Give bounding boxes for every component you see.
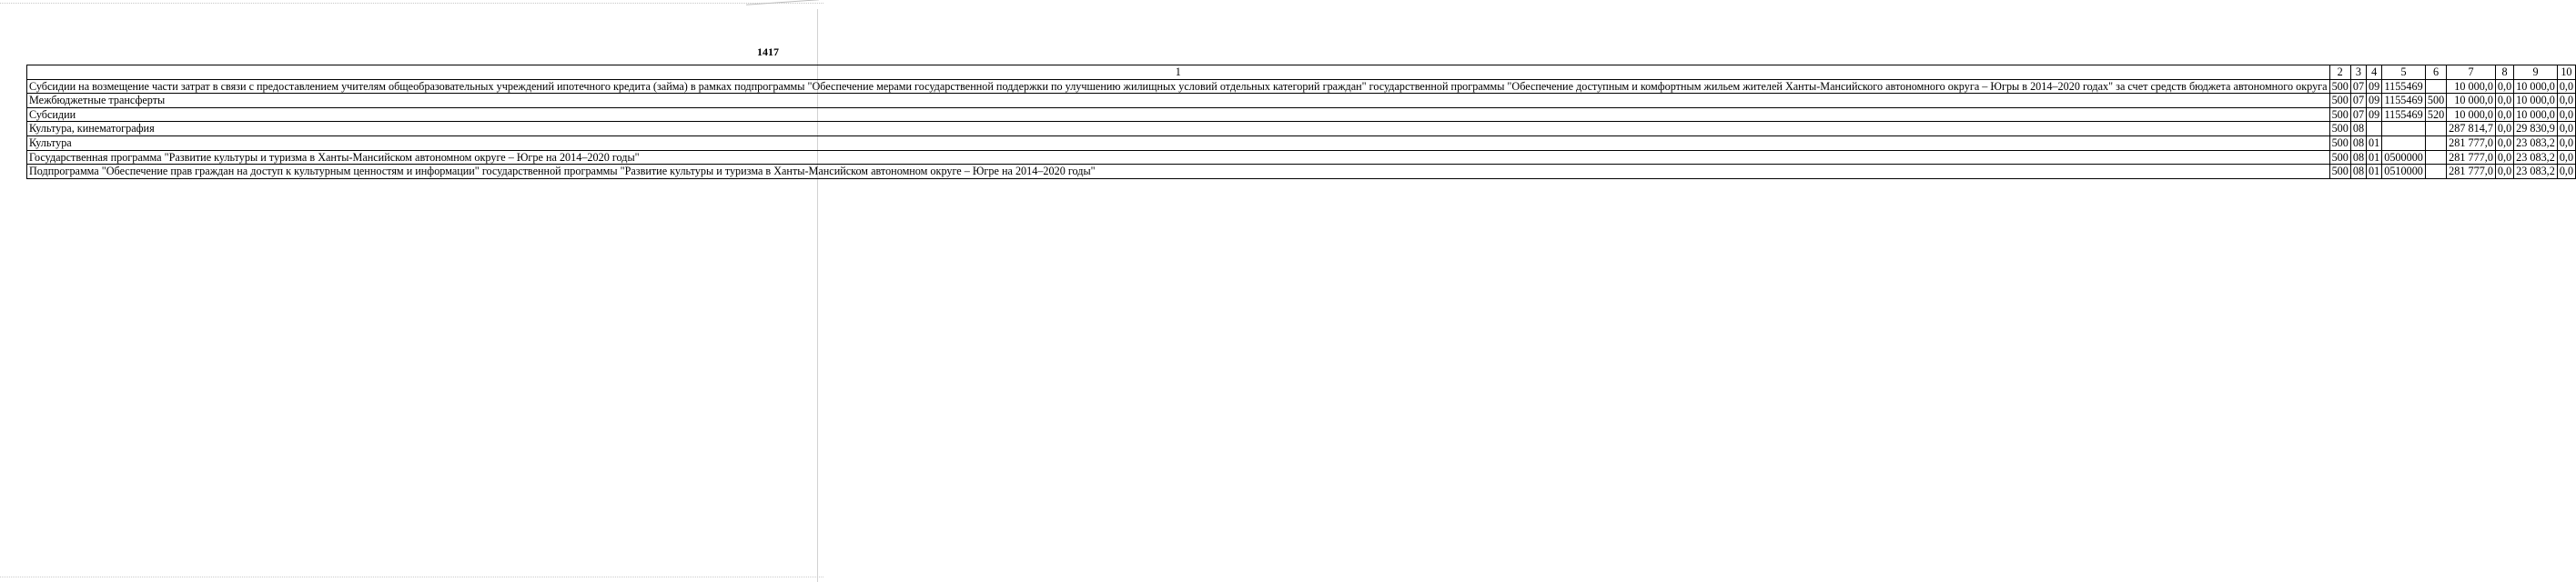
table-row (27, 165, 2576, 179)
row-name: Субсидии (27, 107, 2330, 122)
cell-col6: 520 (2425, 107, 2446, 122)
cell-col9: 10 000,0 (2514, 94, 2558, 108)
cell-col5 (2382, 122, 2426, 136)
cell-col5: 1155469 (2382, 107, 2426, 122)
cell-col5: 0500000 (2382, 150, 2426, 165)
cell-col7: 10 000,0 (2447, 107, 2496, 122)
header-cell: 6 (2425, 65, 2446, 80)
cell-col9: 10 000,0 (2514, 107, 2558, 122)
cell-col7: 281 777,0 (2447, 150, 2496, 165)
cell-col3: 07 (2350, 94, 2366, 108)
cell-col6 (2425, 165, 2446, 179)
header-cell: 1 (27, 65, 2330, 80)
cell-col4: 09 (2367, 107, 2382, 122)
cell-col6 (2425, 79, 2446, 94)
cell-col2: 500 (2329, 94, 2350, 108)
cell-col8: 0,0 (2495, 150, 2513, 165)
cell-col7: 281 777,0 (2447, 135, 2496, 150)
header-cell: 3 (2350, 65, 2366, 80)
cell-col8: 0,0 (2495, 165, 2513, 179)
cell-col4: 01 (2367, 165, 2382, 179)
header-cell: 5 (2382, 65, 2426, 80)
cell-col4: 09 (2367, 94, 2382, 108)
table-header-row (27, 65, 2576, 80)
cell-col8: 0,0 (2495, 79, 2513, 94)
page-number: 1417 (757, 45, 779, 58)
cell-col10: 0,0 (2557, 79, 2575, 94)
cell-col9: 23 083,2 (2514, 150, 2558, 165)
cell-col10: 0,0 (2557, 150, 2575, 165)
table-row (27, 150, 2576, 165)
cell-col2: 500 (2329, 79, 2350, 94)
table-row (27, 122, 2576, 136)
cell-col6 (2425, 150, 2446, 165)
row-name: Подпрограмма "Обеспечение прав граждан на доступ к культурным ценностям и информации" государственной программы "Развитие культуры и туризма в Ханты-Мансийском автономном округе – Югре на 2014–2020 годы" (27, 165, 2330, 179)
header-cell: 2 (2329, 65, 2350, 80)
cell-col9: 23 083,2 (2514, 165, 2558, 179)
cell-col8: 0,0 (2495, 107, 2513, 122)
cell-col2: 500 (2329, 165, 2350, 179)
table-row (27, 79, 2576, 94)
cell-col7: 10 000,0 (2447, 94, 2496, 108)
cell-col8: 0,0 (2495, 94, 2513, 108)
scan-edge-top-right (746, 0, 819, 9)
header-cell: 7 (2447, 65, 2496, 80)
scan-edge-top (0, 3, 823, 4)
table-row (27, 135, 2576, 150)
cell-col3: 08 (2350, 150, 2366, 165)
cell-col6: 500 (2425, 94, 2446, 108)
cell-col10: 0,0 (2557, 122, 2575, 136)
cell-col8: 0,0 (2495, 135, 2513, 150)
cell-col7: 281 777,0 (2447, 165, 2496, 179)
cell-col5 (2382, 135, 2426, 150)
cell-col10: 0,0 (2557, 135, 2575, 150)
cell-col2: 500 (2329, 107, 2350, 122)
cell-col6 (2425, 135, 2446, 150)
cell-col3: 07 (2350, 79, 2366, 94)
cell-col10: 0,0 (2557, 165, 2575, 179)
cell-col9: 23 083,2 (2514, 135, 2558, 150)
cell-col8: 0,0 (2495, 122, 2513, 136)
cell-col10: 0,0 (2557, 107, 2575, 122)
cell-col2: 500 (2329, 135, 2350, 150)
cell-col4: 09 (2367, 79, 2382, 94)
cell-col4 (2367, 122, 2382, 136)
cell-col3: 08 (2350, 122, 2366, 136)
header-cell: 10 (2557, 65, 2575, 80)
header-cell: 9 (2514, 65, 2558, 80)
header-cell: 4 (2367, 65, 2382, 80)
cell-col3: 08 (2350, 165, 2366, 179)
row-name: Культура, кинематография (27, 122, 2330, 136)
cell-col4: 01 (2367, 135, 2382, 150)
row-name: Межбюджетные трансферты (27, 94, 2330, 108)
cell-col5: 0510000 (2382, 165, 2426, 179)
cell-col2: 500 (2329, 122, 2350, 136)
cell-col9: 10 000,0 (2514, 79, 2558, 94)
row-name: Государственная программа "Развитие культуры и туризма в Ханты-Мансийском автономном округе – Югре на 2014–2020 годы" (27, 150, 2330, 165)
cell-col2: 500 (2329, 150, 2350, 165)
row-name: Субсидии на возмещение части затрат в связи с предоставлением учителям общеобразовательных учреждений ипотечного кредита (займа) в рамках подпрограммы "Обеспечение мерами государственной поддержки по улучшению жилищных условий отдельных категорий граждан" государственной программы "Обеспечение доступным и комфортным жильем жителей Ханты-Мансийского автономного округа – Югры в 2014–2020 годах" за счет средств бюджета автономного округа (27, 79, 2330, 94)
table-row (27, 94, 2576, 108)
cell-col7: 287 814,7 (2447, 122, 2496, 136)
cell-col4: 01 (2367, 150, 2382, 165)
cell-col7: 10 000,0 (2447, 79, 2496, 94)
row-name: Культура (27, 135, 2330, 150)
table-row (27, 107, 2576, 122)
cell-col10: 0,0 (2557, 94, 2575, 108)
cell-col3: 07 (2350, 107, 2366, 122)
cell-col5: 1155469 (2382, 94, 2426, 108)
header-cell: 8 (2495, 65, 2513, 80)
budget-table (26, 65, 2576, 179)
cell-col9: 29 830,9 (2514, 122, 2558, 136)
cell-col3: 08 (2350, 135, 2366, 150)
cell-col5: 1155469 (2382, 79, 2426, 94)
cell-col6 (2425, 122, 2446, 136)
